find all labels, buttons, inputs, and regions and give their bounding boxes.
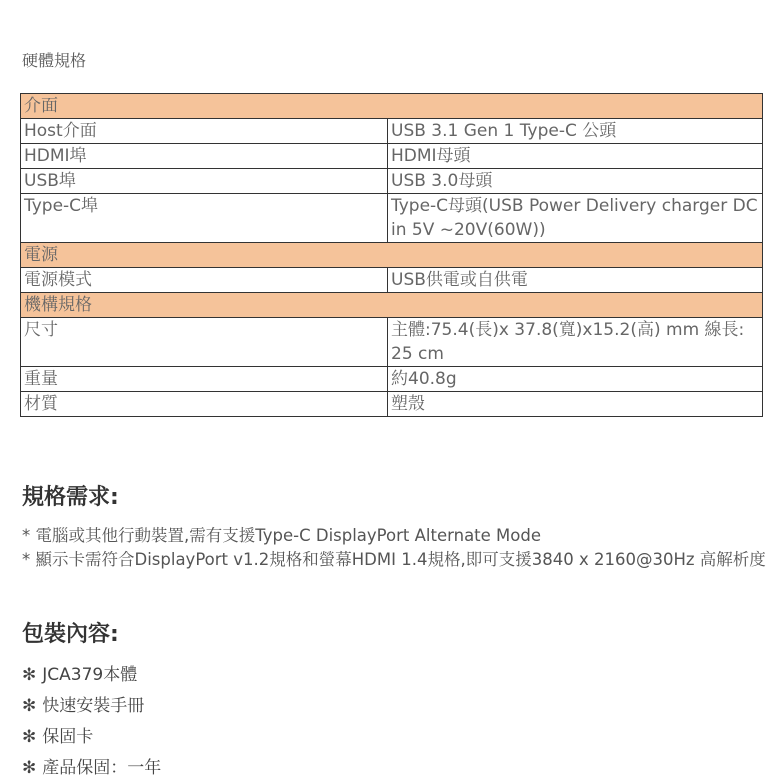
- spec-table: [20, 93, 763, 417]
- spec-value: USB供電或自供電: [388, 268, 763, 293]
- table-section-row: [21, 293, 763, 318]
- section-label: 介面: [21, 94, 763, 119]
- table-row: [21, 367, 763, 392]
- spec-value: 塑殼: [388, 392, 763, 417]
- table-section-row: [21, 94, 763, 119]
- requirements-heading: 規格需求:: [22, 485, 119, 510]
- spec-value: 主體:75.4(長)x 37.8(寬)x15.2(高) mm 線長: 25 cm: [388, 318, 763, 367]
- list-item: [22, 660, 161, 691]
- list-item-label: JCA379本體: [42, 665, 138, 685]
- asterisk-icon: ✻: [22, 727, 37, 747]
- spec-key: 材質: [21, 392, 388, 417]
- requirements-text: [22, 524, 767, 572]
- spec-key: Type-C埠: [21, 194, 388, 243]
- spec-value: 約40.8g: [388, 367, 763, 392]
- spec-value: USB 3.1 Gen 1 Type-C 公頭: [388, 119, 763, 144]
- list-item: [22, 753, 161, 784]
- table-row: [21, 119, 763, 144]
- spec-value: Type-C母頭(USB Power Delivery charger DC in 5V ~20V(60W)): [388, 194, 763, 243]
- spec-key: 重量: [21, 367, 388, 392]
- table-row: [21, 169, 763, 194]
- requirement-line: * 顯示卡需符合DisplayPort v1.2規格和螢幕HDMI 1.4規格,即可支援3840 x 2160@30Hz 高解析度: [22, 550, 766, 569]
- table-row: [21, 318, 763, 367]
- list-item: [22, 691, 161, 722]
- spec-key: 尺寸: [21, 318, 388, 367]
- table-row: [21, 194, 763, 243]
- spec-key: 電源模式: [21, 268, 388, 293]
- list-item-label: 保固卡: [42, 727, 94, 747]
- table-row: [21, 268, 763, 293]
- spec-value: USB 3.0母頭: [388, 169, 763, 194]
- requirement-line: * 電腦或其他行動裝置,需有支援Type-C DisplayPort Alternate Mode: [22, 526, 542, 545]
- spec-key: HDMI埠: [21, 144, 388, 169]
- asterisk-icon: ✻: [22, 696, 37, 716]
- table-row: [21, 392, 763, 417]
- table-section-row: [21, 243, 763, 268]
- table-row: [21, 144, 763, 169]
- list-item: [22, 722, 161, 753]
- asterisk-icon: ✻: [22, 758, 37, 778]
- section-label: 機構規格: [21, 293, 763, 318]
- package-list: [22, 660, 161, 784]
- list-item-label: 產品保固：一年: [42, 758, 162, 778]
- spec-key: Host介面: [21, 119, 388, 144]
- list-item-label: 快速安裝手冊: [42, 696, 145, 716]
- spec-key: USB埠: [21, 169, 388, 194]
- section-label: 電源: [21, 243, 763, 268]
- page-title: 硬體規格: [22, 51, 87, 70]
- package-heading: 包裝內容:: [22, 622, 119, 647]
- spec-value: HDMI母頭: [388, 144, 763, 169]
- asterisk-icon: ✻: [22, 665, 37, 685]
